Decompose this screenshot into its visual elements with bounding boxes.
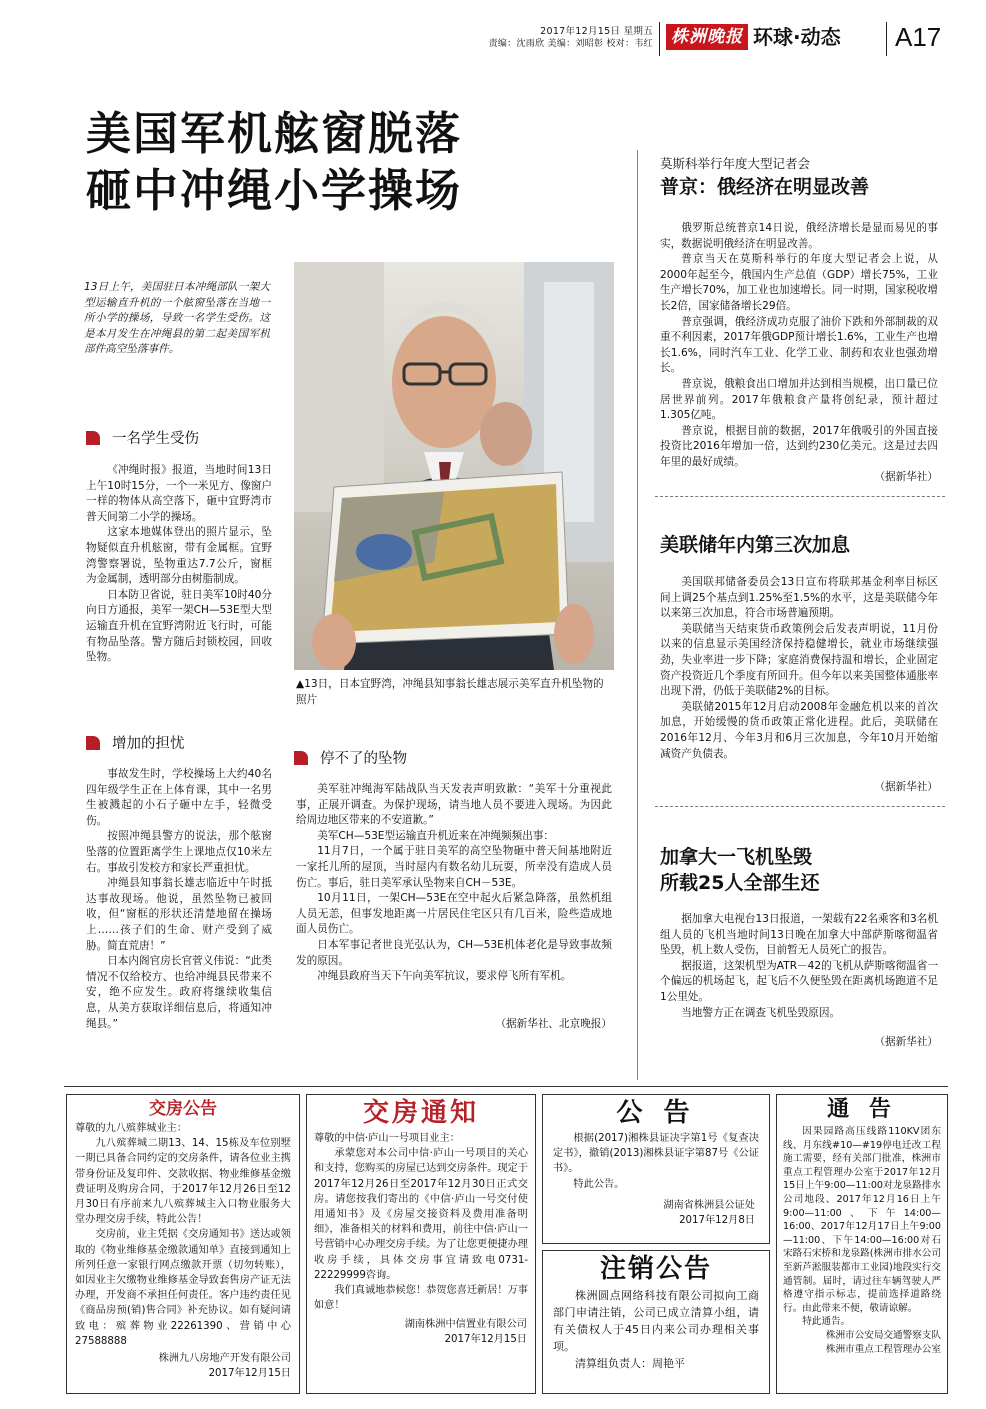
subhead-marker-icon	[86, 736, 100, 750]
sub1-body: 《冲绳时报》报道，当地时间13日上午10时15分，一个一米见方、像窗户一样的物体从高空落下，砸中宜野湾市普天间第二小学的操场。 这家本地媒体登出的照片显示，坠物疑似直升机舷窗，带有金属框。宜野湾警察署说，坠物重达7.7公斤，窗框为金属制，透明部分由树脂制成。 日本防卫省说，驻日美军10时40分向日方通报，美军一架CH—53E型大型运输直升机在宜野湾附近飞行时，可能有物品坠落。警方随后封锁校园，回收坠物。	[86, 464, 272, 664]
crash-headline-line1: 加拿大一飞机坠毁	[660, 846, 813, 868]
putin-headline: 普京：俄经济在明显改善	[660, 176, 870, 198]
ad-sign: 株洲市重点工程管理办公室	[825, 1343, 941, 1355]
ad-date: 2017年12月15日	[208, 1368, 291, 1380]
crash-source: （据新华社）	[874, 1036, 938, 1048]
story-divider	[655, 496, 945, 497]
ad-body: 尊敬的九八殡葬城业主： 九八殡葬城二期13、14、15栋及车位别墅一期已具备合同约定的交房条件，请各位业主携带身份证及复印件、交款收据、物业维修基金缴费证明及购房合同，于2017年12月26日至12月30日有序前来九八殡葬城主入口物业服务大堂办理交房手续，特此公告！ 交房前，业主凭据《交房通知书》送达或领取的《物业维修基金缴款通知单》直接到通知上所列任意一家银行网点缴款开票（切勿转账），如因业主欠缴物业维修基金导致套售房产证无法办理，开发商不承担任何责任。客户违约责任见《商品房预(销)售合同》补充协议。如有疑问请致电：殡葬物业22261390、营销中心27588888	[75, 1123, 291, 1347]
lead-headline-line2: 砸中冲绳小学操场	[86, 164, 463, 217]
ad-title: 交房公告	[149, 1099, 217, 1119]
ad-gonggao	[542, 1094, 770, 1244]
crash-body: 据加拿大电视台13日报道，一架载有22名乘客和3名机组人员的飞机当地时间13日晚在加拿大中部萨斯喀彻温省坠毁，机上数人受伤，目前暂无人员死亡的报告。 据报道，这架机型为ATR－42的飞机从萨斯喀彻温省一个偏远的机场起飞，起飞后不久便坠毁在距离机场跑道不足1公里处。 当地警方正在调查飞机坠毁原因。	[660, 913, 938, 1019]
subhead-injured: 一名学生受伤	[86, 430, 276, 448]
fed-source: （据新华社）	[874, 781, 938, 793]
ad-title: 通 告	[827, 1097, 897, 1122]
putin-kicker: 莫斯科举行年度大型记者会	[660, 156, 811, 171]
ad-body: 尊敬的中信·庐山一号项目业主： 承蒙您对本公司中信·庐山一号项目的关心和支持，您购买的房屋已达到交房条件。现定于2017年12月26日至2017年12月30日正式交房。请您按我们寄出的《中信·庐山一号交付使用通知书》及《房屋交接资料及费用准备明细》，准备相关的材料和费用，前往中信·庐山一号营销中心办理交房手续。为了让您更便捷办理收房手续，具体交房事宜请致电0731-22229999咨询。 我们真诚地恭候您！恭贺您喜迁新居！万事如意！	[314, 1133, 528, 1312]
ad-sign: 湖南省株洲县公证处	[663, 1199, 755, 1211]
header-date: 2017年12月15日 星期五	[540, 26, 653, 37]
crash-headline-line2: 所载25人全部生还	[660, 872, 820, 894]
story-divider	[655, 806, 945, 807]
putin-source: （据新华社）	[874, 471, 938, 483]
fed-body: 美国联邦储备委员会13日宣布将联邦基金利率目标区间上调25个基点到1.25%至1.5%的水平，这是美联储今年以来第三次加息，符合市场普遍预期。 美联储当天结束货币政策例会后发表声明说，11月份以来的信息显示美国经济保持稳健增长，就业市场继续强劲，失业率进一步下降；家庭消费保持温和增长，企业固定资产投资近几个季度有所回升。但今年以来美国整体通胀率出现下滑，仍低于美联储2%的目标。 美联储2015年12月启动2008年金融危机以来的首次加息，开始缓慢的货币政策正常化进程。此后，美联储在2016年12月、今年3月和6月三次加息，今年10月开始缩减资产负债表。	[660, 576, 938, 760]
ad-title: 交房通知	[362, 1098, 479, 1128]
ad-title: 注销公告	[599, 1254, 712, 1284]
subhead-marker-icon	[86, 431, 100, 445]
ad-date: 2017年12月15日	[444, 1334, 527, 1346]
ads-top-rule	[64, 1086, 948, 1087]
header-editors: 责编：沈雨欣 美编：刘昭彰 校对：韦红	[488, 39, 653, 49]
ad-sign: 株洲九八房地产开发有限公司	[158, 1353, 291, 1365]
lead-photo	[294, 262, 614, 670]
ad-jiaofang-tongzhi	[306, 1094, 536, 1394]
sub3-source: （据新华社、北京晚报）	[495, 1018, 612, 1030]
sub2-body: 事故发生时，学校操场上大约40名四年级学生正在上体育课，其中一名男生被溅起的小石子砸中左手，轻微受伤。 按照冲绳县警方的说法，那个舷窗坠落的位置距离学生上课地点仅10米左右。事故引发校方和家长严重担忧。 冲绳县知事翁长雄志临近中午时抵达事故现场。他说，虽然坠物已被回收，但“窗框的形状还清楚地留在操场上……孩子们的生命、财产受到了威胁。简直荒唐！” 日本内阁官房长官菅义伟说：“此类情况不仅给校方、也给冲绳县民带来不安，绝不应发生。政府将继续收集信息，从美方获取详细信息后，将通知冲绳县。”	[86, 768, 272, 1030]
column-divider	[637, 150, 638, 1080]
header-divider-2	[886, 22, 887, 56]
subhead-concern: 增加的担忧	[86, 735, 276, 753]
ad-body: 因果园路高压线路110KV团东线、月东线#10—#19停电迁改工程施工需要，经有关部门批准，株洲市重点工程管理办公室于2017年12月15日上午9:00—11:00对龙泉路排水公司地段、2017年12月16日上午9:00—11:00、下午14:00—16:00、2017年12月17日上午9:00—11:00、下午14:00—16:00对石宋路石宋桥和龙泉路(株洲市排水公司至新芦淞服装都市工业园)地段实行交通管制。届时，请过往车辆驾驶人严格遵守指示标志，提前选择道路绕行。由此带来不便，敬请谅解。 特此通告。	[783, 1126, 941, 1328]
fed-headline: 美联储年内第三次加息	[660, 534, 851, 556]
subhead-marker-icon	[294, 751, 308, 765]
ad-title: 公 告	[616, 1098, 696, 1128]
lead-photo-illustration	[294, 262, 614, 670]
sub3-body: 美军驻冲绳海军陆战队当天发表声明致歉：“美军十分重视此事，正展开调查。为保护现场，请当地人员不要进入现场。为因此给周边地区带来的不安道歉。” 美军CH—53E型运输直升机近来在冲绳频频出事： 11月7日，一个属于驻日美军的高空坠物砸中普天间基地附近一家托儿所的屋顶，当时屋内有数名幼儿玩耍，所幸没有造成人员伤亡。事后，驻日美军承认坠物来自CH－53E。 10月11日，一架CH—53E在空中起火后紧急降落，虽然机组人员无恙，但事发地距离一片居民住宅区只有几百米，险些造成地面人员伤亡。 日本军事记者世良光弘认为，CH—53E机体老化是导致事故频发的原因。 冲绳县政府当天下午向美军抗议，要求停飞所有军机。	[296, 783, 612, 983]
ad-date: 2017年12月8日	[679, 1214, 755, 1226]
lead-headline-line1: 美国军机舷窗脱落	[86, 107, 463, 160]
ad-jiaofang-gonggao	[66, 1094, 300, 1394]
ad-sign: 株洲市公安局交通警察支队	[825, 1329, 941, 1341]
ad-tonggao	[776, 1094, 948, 1394]
ad-zhuxiao	[542, 1250, 770, 1394]
header-divider	[659, 22, 660, 56]
page-number: A17	[895, 22, 942, 52]
putin-body: 俄罗斯总统普京14日说，俄经济增长是显而易见的事实，数据说明俄经济在明显改善。 普京当天在莫斯科举行的年度大型记者会上说，从2000年起至今，俄国内生产总值（GDP）增长75%，工业生产增长70%，加工业也加速增长。同一时期，国家税收增长2倍，国家储备增长29倍。 普京强调，俄经济成功克服了油价下跌和外部制裁的双重不利因素，2017年俄GDP预计增长1.6%，工业生产也增长1.6%，同时汽车工业、化学工业、制药和农业也强劲增长。 普京说，俄粮食出口增加并达到相当规模，出口量已位居世界前列。2017年俄粮食产量将创纪录，预计超过1.305亿吨。 普京说，根据目前的数据，2017年俄吸引的外国直接投资比2016年增加一倍，达到约230亿美元。这是过去四年里的最好成绩。	[660, 222, 938, 468]
photo-caption: ▲13日，日本宜野湾，冲绳县知事翁长雄志展示美军直升机坠物的照片	[296, 678, 604, 706]
ad-body: 根据(2017)湘株县证决字第1号《复查决定书》，撤销(2013)湘株县证字第87号《公证书》。 特此公告。	[553, 1133, 759, 1190]
lead-intro: 13日上午，美国驻日本冲绳部队一架大型运输直升机的一个舷窗坠落在当地一所小学的操场，导致一名学生受伤。这是本月发生在冲绳县的第二起美国军机部件高空坠落事件。	[84, 281, 270, 356]
section-title: 环球·动态	[753, 25, 841, 49]
newspaper-logo: 株洲晚报	[666, 24, 748, 50]
ad-sign: 湖南株洲中信置业有限公司	[404, 1319, 527, 1331]
subhead-falling-objects: 停不了的坠物	[294, 750, 614, 768]
ad-body: 株洲圆点网络科技有限公司拟向工商部门申请注销，公司已成立清算小组，请有关债权人于45日内来公司办理相关事项。 清算组负责人：周艳平	[553, 1289, 759, 1370]
